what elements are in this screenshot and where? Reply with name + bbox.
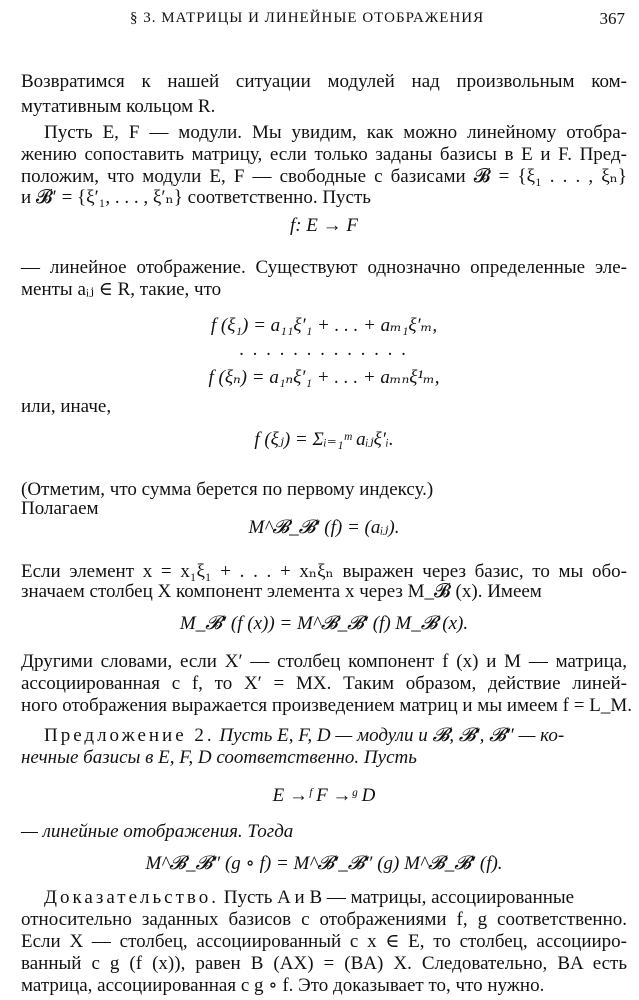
text-line: положим, что модули E, F — свободные с базисами 𝓑 = {ξ₁ . . . , ξₙ} [21,166,627,187]
proof-text: Пусть A и B — матрицы, ассоциированные [223,887,575,908]
proposition-line: нечные базисы в E, F, D соответственно. Пусть [21,747,417,768]
equation-dots: . . . . . . . . . . . . . [239,339,409,360]
equation: M^𝓑_𝓑″ (g ∘ f) = M^𝓑′_𝓑″ (g) M^𝓑_𝓑′ (f). [145,853,503,874]
proof-label: Доказательство. [44,887,219,908]
text-line: — линейные отображения. Тогда [21,821,294,842]
text-line: мутативным кольцом R. [21,96,216,117]
text-line: ассоциированная с f, то X′ = MX. Таким образом, действие линей- [21,673,627,694]
text-line: ного отображения выражается произведением матриц и мы имеем f = L_M. [21,695,632,716]
text-line: матрица, ассоциированная с g ∘ f. Это доказывает то, что нужно. [21,975,545,996]
text-line: Пусть E, F — модули. Мы увидим, как можно линейному отобра- [44,122,627,143]
text-line: (Отметим, что сумма берется по первому индексу.) [21,479,434,500]
text-line: ванный с g (f (x)), равен B (AX) = (BA) X. Следовательно, BA есть [21,953,627,974]
page-number: 367 [599,9,625,28]
text-line: жению сопоставить матрицу, если только заданы базисы в E и F. Пред- [21,144,627,165]
equation: M^𝓑_𝓑′ (f) = (aᵢⱼ). [248,517,400,538]
equation: f (ξ₁) = a₁₁ξ′₁ + . . . + aₘ₁ξ′ₘ, [210,315,438,336]
header-title: § 3. МАТРИЦЫ И ЛИНЕЙНЫЕ ОТОБРАЖЕНИЯ [130,10,485,26]
text-line: и 𝓑′ = {ξ′₁, . . . , ξ′ₙ} соответственно. Пусть [21,187,371,208]
equation: M_𝓑′ (f (x)) = M^𝓑_𝓑′ (f) M_𝓑 (x). [179,613,469,634]
text-line: Если элемент x = x₁ξ₁ + . . . + xₙξₙ выражен через базис, то мы обо- [21,561,627,582]
equation: f (ξₙ) = a₁ₙξ′₁ + . . . + aₘₙξ¹ₘ, [208,367,440,388]
text-line: Другими словами, если X′ — столбец компонент f (x) и M — матрица, [21,651,627,672]
equation: f (ξⱼ) = Σᵢ₌₁ᵐ aᵢⱼξ′ᵢ. [254,429,394,450]
equation: E →ᶠ F →ᵍ D [272,785,376,806]
text-line: или, иначе, [21,396,112,417]
text-line: Полагаем [21,498,99,519]
text-line: Возвратимся к нашей ситуации модулей над произвольным ком- [21,71,627,92]
text-line: Если X — столбец, ассоциированный с x ∈ E, то столбец, ассоцииро- [21,931,627,952]
text-line: относительно заданных базисов с отображениями f, g соответственно. [21,909,627,930]
proposition-label: Предложение 2. [44,725,215,746]
text-line: — линейное отображение. Существуют однозначно определенные эле- [21,257,627,278]
proof-line [44,886,627,909]
proposition-text: Пусть E, F, D — модули и 𝓑, 𝓑′, 𝓑″ — ко- [219,725,565,746]
text-line: менты aᵢⱼ ∈ R, такие, что [21,279,222,300]
running-header [0,8,639,34]
text-line: значаем столбец X компонент элемента x через M_𝓑 (x). Имеем [21,581,542,602]
equation: f: E → F [289,215,359,236]
proposition-line [44,724,627,747]
